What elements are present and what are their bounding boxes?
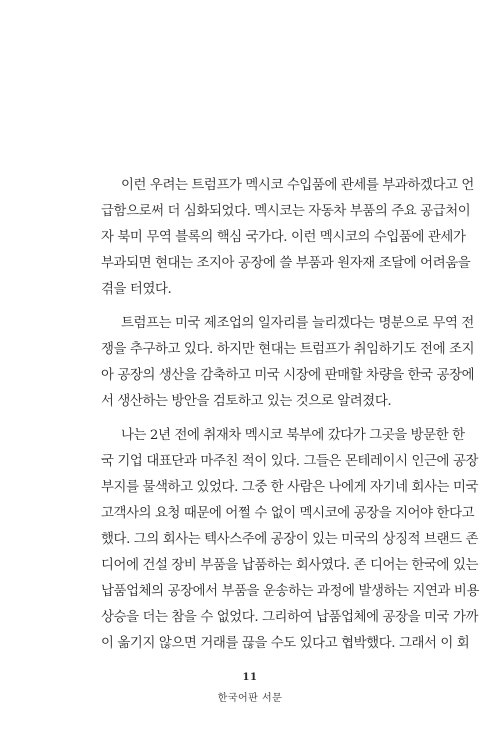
body-line: 납품업체의 공장에서 부품을 운송하는 과정에 발생하는 지연과 비용 <box>101 584 479 599</box>
body-line: 나는 2년 전에 취재차 멕시코 북부에 갔다가 그곳을 방문한 한 <box>121 428 465 443</box>
body-line: 했다. 그의 회사는 텍사스주에 공장이 있는 미국의 상징적 브랜드 존 <box>101 532 479 547</box>
body-line: 부지를 물색하고 있었다. 그중 한 사람은 나에게 자기네 회사는 미국 <box>101 480 479 495</box>
body-line: 상승을 더는 참을 수 없었다. 그리하여 납품업체에 공장을 미국 가까 <box>101 610 479 625</box>
body-line: 아 공장의 생산을 감축하고 미국 시장에 판매할 차량을 한국 공장에 <box>101 368 475 383</box>
running-footer: 한국어판 서문 <box>217 693 283 704</box>
body-line: 겪을 터였다. <box>101 282 172 297</box>
body-line: 부과되면 현대는 조지아 공장에 쓸 부품과 원자재 조달에 어려움을 <box>101 256 471 271</box>
body-line: 이런 우려는 트럼프가 멕시코 수입품에 관세를 부과하겠다고 언 <box>121 178 474 193</box>
body-line: 트럼프는 미국 제조업의 일자리를 늘리겠다는 명분으로 무역 전 <box>121 316 474 331</box>
body-line: 서 생산하는 방안을 검토하고 있는 것으로 알려졌다. <box>101 394 392 409</box>
body-line: 급함으로써 더 심화되었다. 멕시코는 자동차 부품의 주요 공급처이 <box>101 204 471 219</box>
page-number: 11 <box>242 672 258 683</box>
body-line: 자 북미 무역 블록의 핵심 국가다. 이런 멕시코의 수입품에 관세가 <box>101 230 466 245</box>
body-line: 이 옮기지 않으면 거래를 끊을 수도 있다고 협박했다. 그래서 이 회 <box>101 636 470 651</box>
body-line: 국 기업 대표단과 마주친 적이 있다. 그들은 몬테레이시 인근에 공장 <box>101 454 479 469</box>
body-line: 고객사의 요청 때문에 어쩔 수 없이 멕시코에 공장을 지어야 한다고 <box>101 506 475 521</box>
body-line: 쟁을 추구하고 있다. 하지만 현대는 트럼프가 취임하기도 전에 조지 <box>101 342 475 357</box>
body-line: 디어에 건설 장비 부품을 납품하는 회사였다. 존 디어는 한국에 있는 <box>101 558 479 573</box>
